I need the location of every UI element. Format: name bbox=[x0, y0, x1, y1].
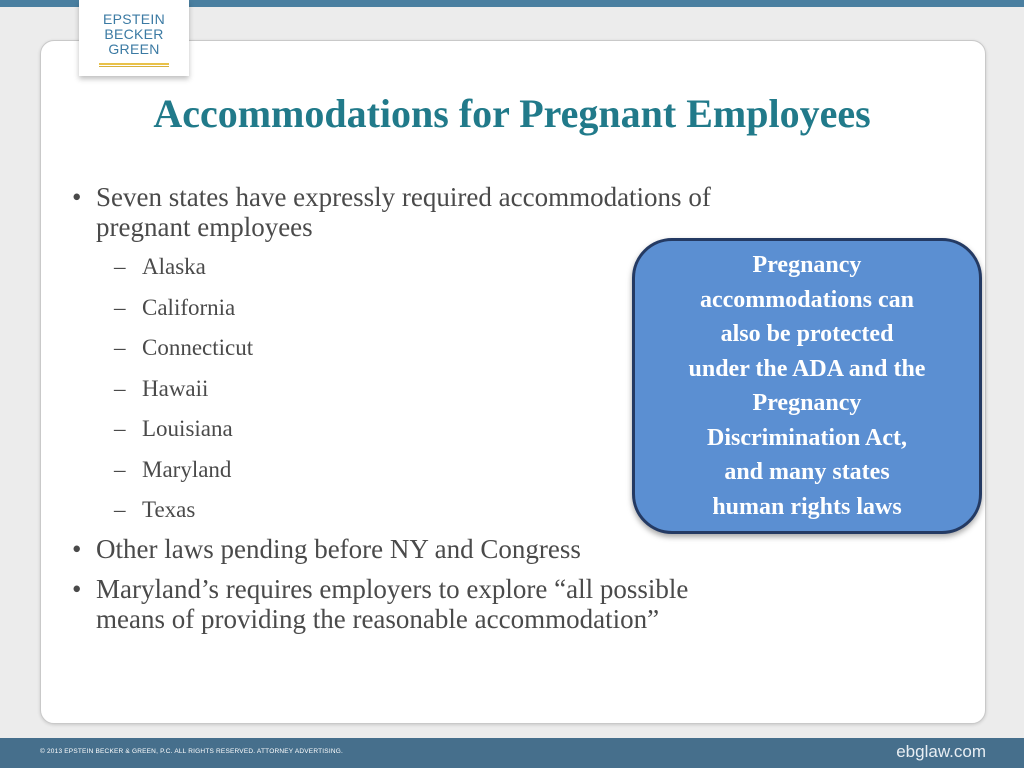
state-name: California bbox=[142, 294, 236, 320]
slide-content bbox=[72, 182, 712, 644]
bullet-text: Other laws pending before NY and Congress bbox=[96, 533, 581, 564]
bullet-seven-states bbox=[72, 182, 712, 242]
website-link[interactable]: ebglaw.com bbox=[896, 742, 986, 761]
logo-line-epstein: EPSTEIN bbox=[102, 11, 165, 27]
logo-line-green: GREEN bbox=[108, 41, 160, 57]
company-logo bbox=[79, 0, 189, 76]
state-list bbox=[72, 253, 712, 523]
state-name: Connecticut bbox=[142, 335, 254, 360]
logo-line-becker: BECKER bbox=[104, 26, 164, 42]
bullet-marker: • bbox=[72, 182, 82, 212]
state-name: Texas bbox=[142, 497, 196, 522]
state-name: Louisiana bbox=[142, 416, 233, 441]
bullet-maryland-requirement bbox=[72, 574, 712, 634]
footer-bar bbox=[0, 738, 1024, 768]
callout-text: Pregnancy accommodations can also be protected under the ADA and the Pregnancy Discrimination Act, and many states human rights laws bbox=[688, 252, 926, 520]
bullet-marker: • bbox=[72, 573, 82, 604]
bullet-other-laws bbox=[72, 534, 712, 564]
bullet-text: Maryland’s requires employers to explore “all possible means of providing the reasonable accommodation” bbox=[96, 573, 689, 634]
bullet-marker: • bbox=[72, 533, 82, 564]
bullet-text: Seven states have expressly required accommodations of pregnant employees bbox=[96, 182, 711, 242]
list-item: – Louisiana bbox=[114, 416, 233, 441]
state-name: Alaska bbox=[142, 254, 206, 279]
state-name: Maryland bbox=[142, 456, 232, 482]
list-item: – Connecticut bbox=[114, 335, 254, 360]
slide-title: Accommodations for Pregnant Employees bbox=[153, 91, 871, 136]
list-item: – Texas bbox=[114, 497, 196, 522]
list-item: – Maryland bbox=[114, 456, 232, 482]
list-item: – California bbox=[114, 294, 236, 320]
copyright-notice: © 2013 EPSTEIN BECKER & GREEN, P.C. ALL RIGHTS RESERVED. ATTORNEY ADVERTISING. bbox=[40, 748, 343, 755]
state-name: Hawaii bbox=[142, 375, 209, 401]
callout-box bbox=[632, 238, 982, 534]
logo-text bbox=[79, 12, 189, 57]
list-item: – Alaska bbox=[114, 254, 206, 279]
logo-underline-secondary bbox=[99, 66, 169, 67]
logo-underline bbox=[99, 63, 169, 65]
list-item: – Hawaii bbox=[114, 375, 209, 401]
